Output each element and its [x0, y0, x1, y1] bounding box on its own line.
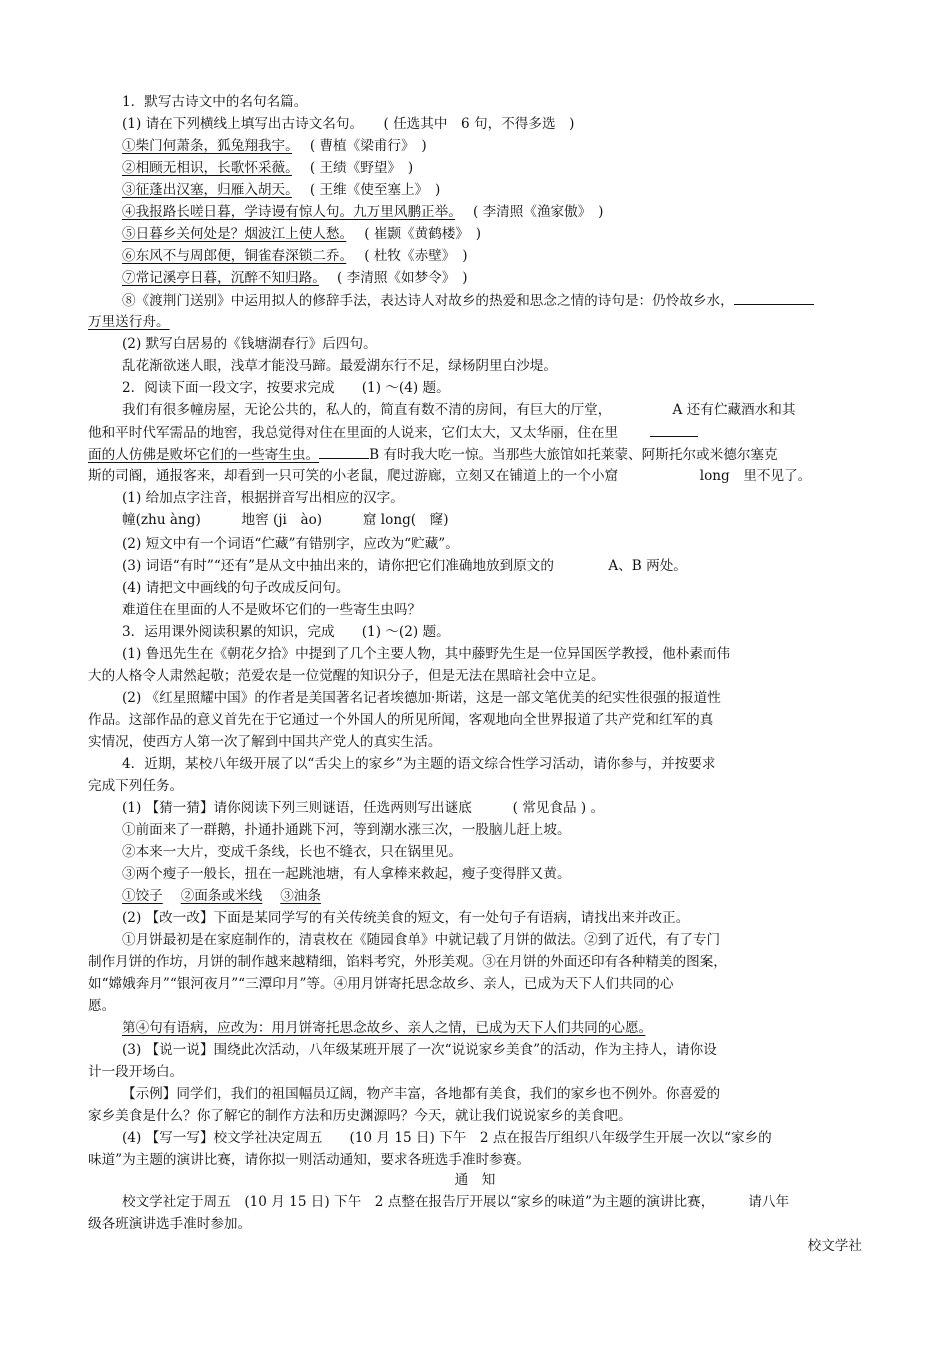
q2-para-line — [88, 422, 698, 443]
q4-essay-line: 制作月饼的作坊，月饼的制作越来越精细，馅料考究，外形美观。③在月饼的外面还印有各种精美的图案， — [88, 954, 727, 970]
answer-blank — [319, 444, 369, 459]
text: 斯的司阍，通报客来，却看到一只可笑的小老鼠，爬过游廊，立刻又在铺道上的一个小窟 — [88, 468, 619, 484]
text: long 里不见了。 — [699, 468, 812, 484]
q1-item-4 — [122, 202, 603, 222]
q2-para-line — [88, 466, 811, 486]
q3-para-line: (1) 鲁迅先生在《朝花夕拾》中提到了几个主要人物，其中藤野先生是一位异国医学教授，他朴素而伟 — [122, 646, 731, 662]
q1-item8-answer: 万里送行舟。 — [88, 314, 170, 330]
q1-item-source: ( 李清照《如梦令》 ) — [337, 270, 468, 286]
q3-para-line: 大的人格令人肃然起敬；范爱农是一位觉醒的知识分子，但是无法在黑暗社会中立足。 — [88, 668, 605, 684]
q3-para-line: (2) 《红星照耀中国》的作者是美国著名记者埃德加·斯诺，这是一部文笔优美的纪实性很强的报道性 — [122, 690, 721, 706]
q1-item-source: ( 王绩《野望》 ) — [309, 160, 414, 176]
q1-item-2 — [122, 158, 413, 178]
q1-sub2: (2) 默写白居易的《钱塘湖春行》后四句。 — [122, 336, 377, 352]
q1-item-6 — [122, 246, 468, 266]
q4-fix-answer — [122, 1018, 673, 1038]
q1-item-answer: ④我报路长嗟日暮，学诗谩有惊人句。九万里风鹏正举。 — [122, 204, 456, 220]
q1-item-8-cont — [88, 312, 170, 332]
notice-body: 校文学社定于周五 (10 月 15 日) 下午 2 点整在报告厅开展以“家乡的味道”为主题的演讲比赛， 请八年 — [122, 1194, 790, 1210]
text: 我们有很多幢房屋，无论公共的，私人的，简直有数不清的房间，有巨大的厅堂， — [122, 402, 605, 418]
q3-para-line: 作品。这部作品的意义首先在于它通过一个外国人的所见所闻，客观地向全世界报道了共产党和红军的真 — [88, 712, 714, 728]
q4-task3: (3) 【说一说】围绕此次活动，八年级某班开展了一次“说说家乡美食”的活动，作为主持人，请你设 — [122, 1042, 717, 1058]
riddle-answer: ①饺子 — [122, 888, 163, 904]
q4-riddle-answers — [122, 886, 321, 906]
riddle-answer: ③油条 — [280, 888, 321, 904]
q3-heading: 3．运用课外阅读积累的知识，完成 (1) ～(2) 题。 — [122, 624, 450, 640]
q4-heading-cont: 完成下列任务。 — [88, 778, 184, 794]
text: A 还有伫藏酒水和其 — [672, 402, 796, 418]
q1-item-answer: ③征蓬出汉塞，归雁入胡天。 — [122, 182, 292, 198]
q1-item-source: ( 崔颢《黄鹤楼》 ) — [364, 226, 482, 242]
q4-task3-cont: 计一段开场白。 — [88, 1064, 184, 1080]
q1-item-answer: ②相顾无相识，长歌怀采薇。 — [122, 160, 292, 176]
q3-para-line: 实情况，使西方人第一次了解到中国共产党人的真实生活。 — [88, 734, 442, 750]
notice-title: 通 知 — [454, 1172, 496, 1188]
q1-sub1: (1) 请在下列横线上填写出古诗文名句。 ( 任选其中 6 句，不得多选 ) — [122, 116, 575, 132]
q4-riddle: ①前面来了一群鹅，扑通扑通跳下河，等到潮水涨三次，一股脑儿赶上坡。 — [122, 822, 571, 838]
q1-item-1 — [122, 136, 427, 156]
q1-item-5 — [122, 224, 481, 244]
q4-example: 【示例】同学们，我们的祖国幅员辽阔，物产丰富，各地都有美食，我们的家乡也不例外。你喜爱的 — [122, 1086, 721, 1102]
q4-riddle: ③两个瘦子一般长，扭在一起跳池塘，有人拿棒来救起，瘦子变得胖又黄。 — [122, 866, 571, 882]
q4-task1: (1) 【猜一猜】请你阅读下列三则谜语，任选两则写出谜底 ( 常见食品 ) 。 — [122, 800, 605, 816]
q2-sub4: (4) 请把文中画线的句子改成反问句。 — [122, 580, 350, 596]
text: (3) 词语“有时”“还有”是从文中抽出来的，请你把它们准确地放到原文的 — [122, 558, 554, 574]
notice-signature: 校文学社 — [807, 1238, 862, 1254]
q1-item-answer: ⑤日暮乡关何处是？烟波江上使人愁。 — [122, 226, 347, 242]
q1-item-3 — [122, 180, 440, 200]
q4-task4-cont: 味道”为主题的演讲比赛，请你拟一则活动通知，要求各班选手准时参赛。 — [88, 1152, 530, 1168]
q1-item-7 — [122, 268, 468, 288]
fix-text: 第④句有语病，应改为：用月饼寄托思念故乡、亲人之情，已成为天下人们共同的心愿。 — [122, 1020, 646, 1036]
q1-heading: 1．默写古诗文中的名句名篇。 — [122, 94, 308, 110]
q1-sub2-answer: 乱花渐欲迷人眼，浅草才能没马蹄。最爱湖东行不足，绿杨阴里白沙堤。 — [122, 358, 557, 374]
q2-sub1-answer: 幢(zhu àng) 地窖 (ji ào) 窟 long( 窿) — [122, 512, 449, 528]
q4-essay-line: 愿。 — [88, 998, 116, 1014]
q1-item-8 — [122, 290, 814, 311]
q1-item-source: ( 李清照《渔家傲》 ) — [472, 204, 604, 220]
answer-blank — [650, 422, 698, 437]
q2-sub1: (1) 给加点字注音，根据拼音写出相应的汉字。 — [122, 490, 404, 506]
q1-item-source: ( 曹植《梁甫行》 ) — [309, 138, 427, 154]
q4-essay-line: ①月饼最初是在家庭制作的，清袁枚在《随园食单》中就记载了月饼的做法。②到了近代，有了专门 — [122, 932, 721, 948]
q2-sub3 — [122, 556, 687, 576]
q2-sub2: (2) 短文中有一个词语“伫藏”有错别字，应改为“贮藏”。 — [122, 536, 459, 552]
q2-heading: 2．阅读下面一段文字，按要求完成 (1) ～(4) 题。 — [122, 380, 450, 396]
q4-riddle: ②本来一大片，变成千条线，长也不缝衣，只在锅里见。 — [122, 844, 462, 860]
q1-item-answer: ⑥东风不与周郎便，铜雀春深锁二乔。 — [122, 248, 347, 264]
q2-para-line — [122, 400, 795, 420]
q1-item8-text: ⑧《渡荆门送别》中运用拟人的修辞手法，表达诗人对故乡的热爱和思念之情的诗句是：仍怜故乡水， — [122, 293, 734, 309]
q4-example-cont: 家乡美食是什么？你了解它的制作方法和历史渊源吗？今天，就让我们说说家乡的美食吧。 — [88, 1108, 632, 1124]
notice-body-cont: 级各班演讲选手准时参加。 — [88, 1216, 252, 1232]
q4-heading: 4．近期，某校八年级开展了以“舌尖上的家乡”为主题的语文综合性学习活动，请你参与，并按要求 — [122, 756, 716, 772]
text: 他和平时代军需品的地窖，我总觉得对住在里面的人说来，它们太大，又太华丽，住在里 — [88, 425, 619, 441]
q1-item-answer: ①柴门何萧条，狐兔翔我宇。 — [122, 138, 292, 154]
q4-task4: (4) 【写一写】校文学社决定周五 (10 月 15 日) 下午 2 点在报告厅组织八年级学生开展一次以“家乡的 — [122, 1130, 772, 1146]
text: B 有时我大吃一惊。当那些大旅馆如托莱蒙、阿斯托尔或米德尔塞克 — [369, 447, 778, 463]
q4-task2: (2) 【改一改】下面是某同学写的有关传统美食的短文，有一处句子有语病，请找出来并改正。 — [122, 910, 690, 926]
q4-essay-line: 如“嫦娥奔月”“银河夜月”“三潭印月”等。④用月饼寄托思念故乡、亲人，已成为天下人们共同的心 — [88, 976, 674, 992]
riddle-answer: ②面条或米线 — [180, 888, 263, 904]
q2-para-line — [88, 444, 778, 465]
answer-blank — [734, 290, 814, 305]
q1-item-source: ( 杜牧《赤壁》 ) — [364, 248, 468, 264]
q1-item-source: ( 王维《使至塞上》 ) — [309, 182, 441, 198]
underlined-sentence: 面的人仿佛是败坏它们的一些寄生虫。 — [88, 447, 320, 463]
q2-sub4-answer: 难道住在里面的人不是败坏它们的一些寄生虫吗？ — [122, 602, 422, 618]
text: A、B 两处。 — [608, 558, 687, 574]
q1-item-answer: ⑦常记溪亭日暮，沉醉不知归路。 — [122, 270, 320, 286]
